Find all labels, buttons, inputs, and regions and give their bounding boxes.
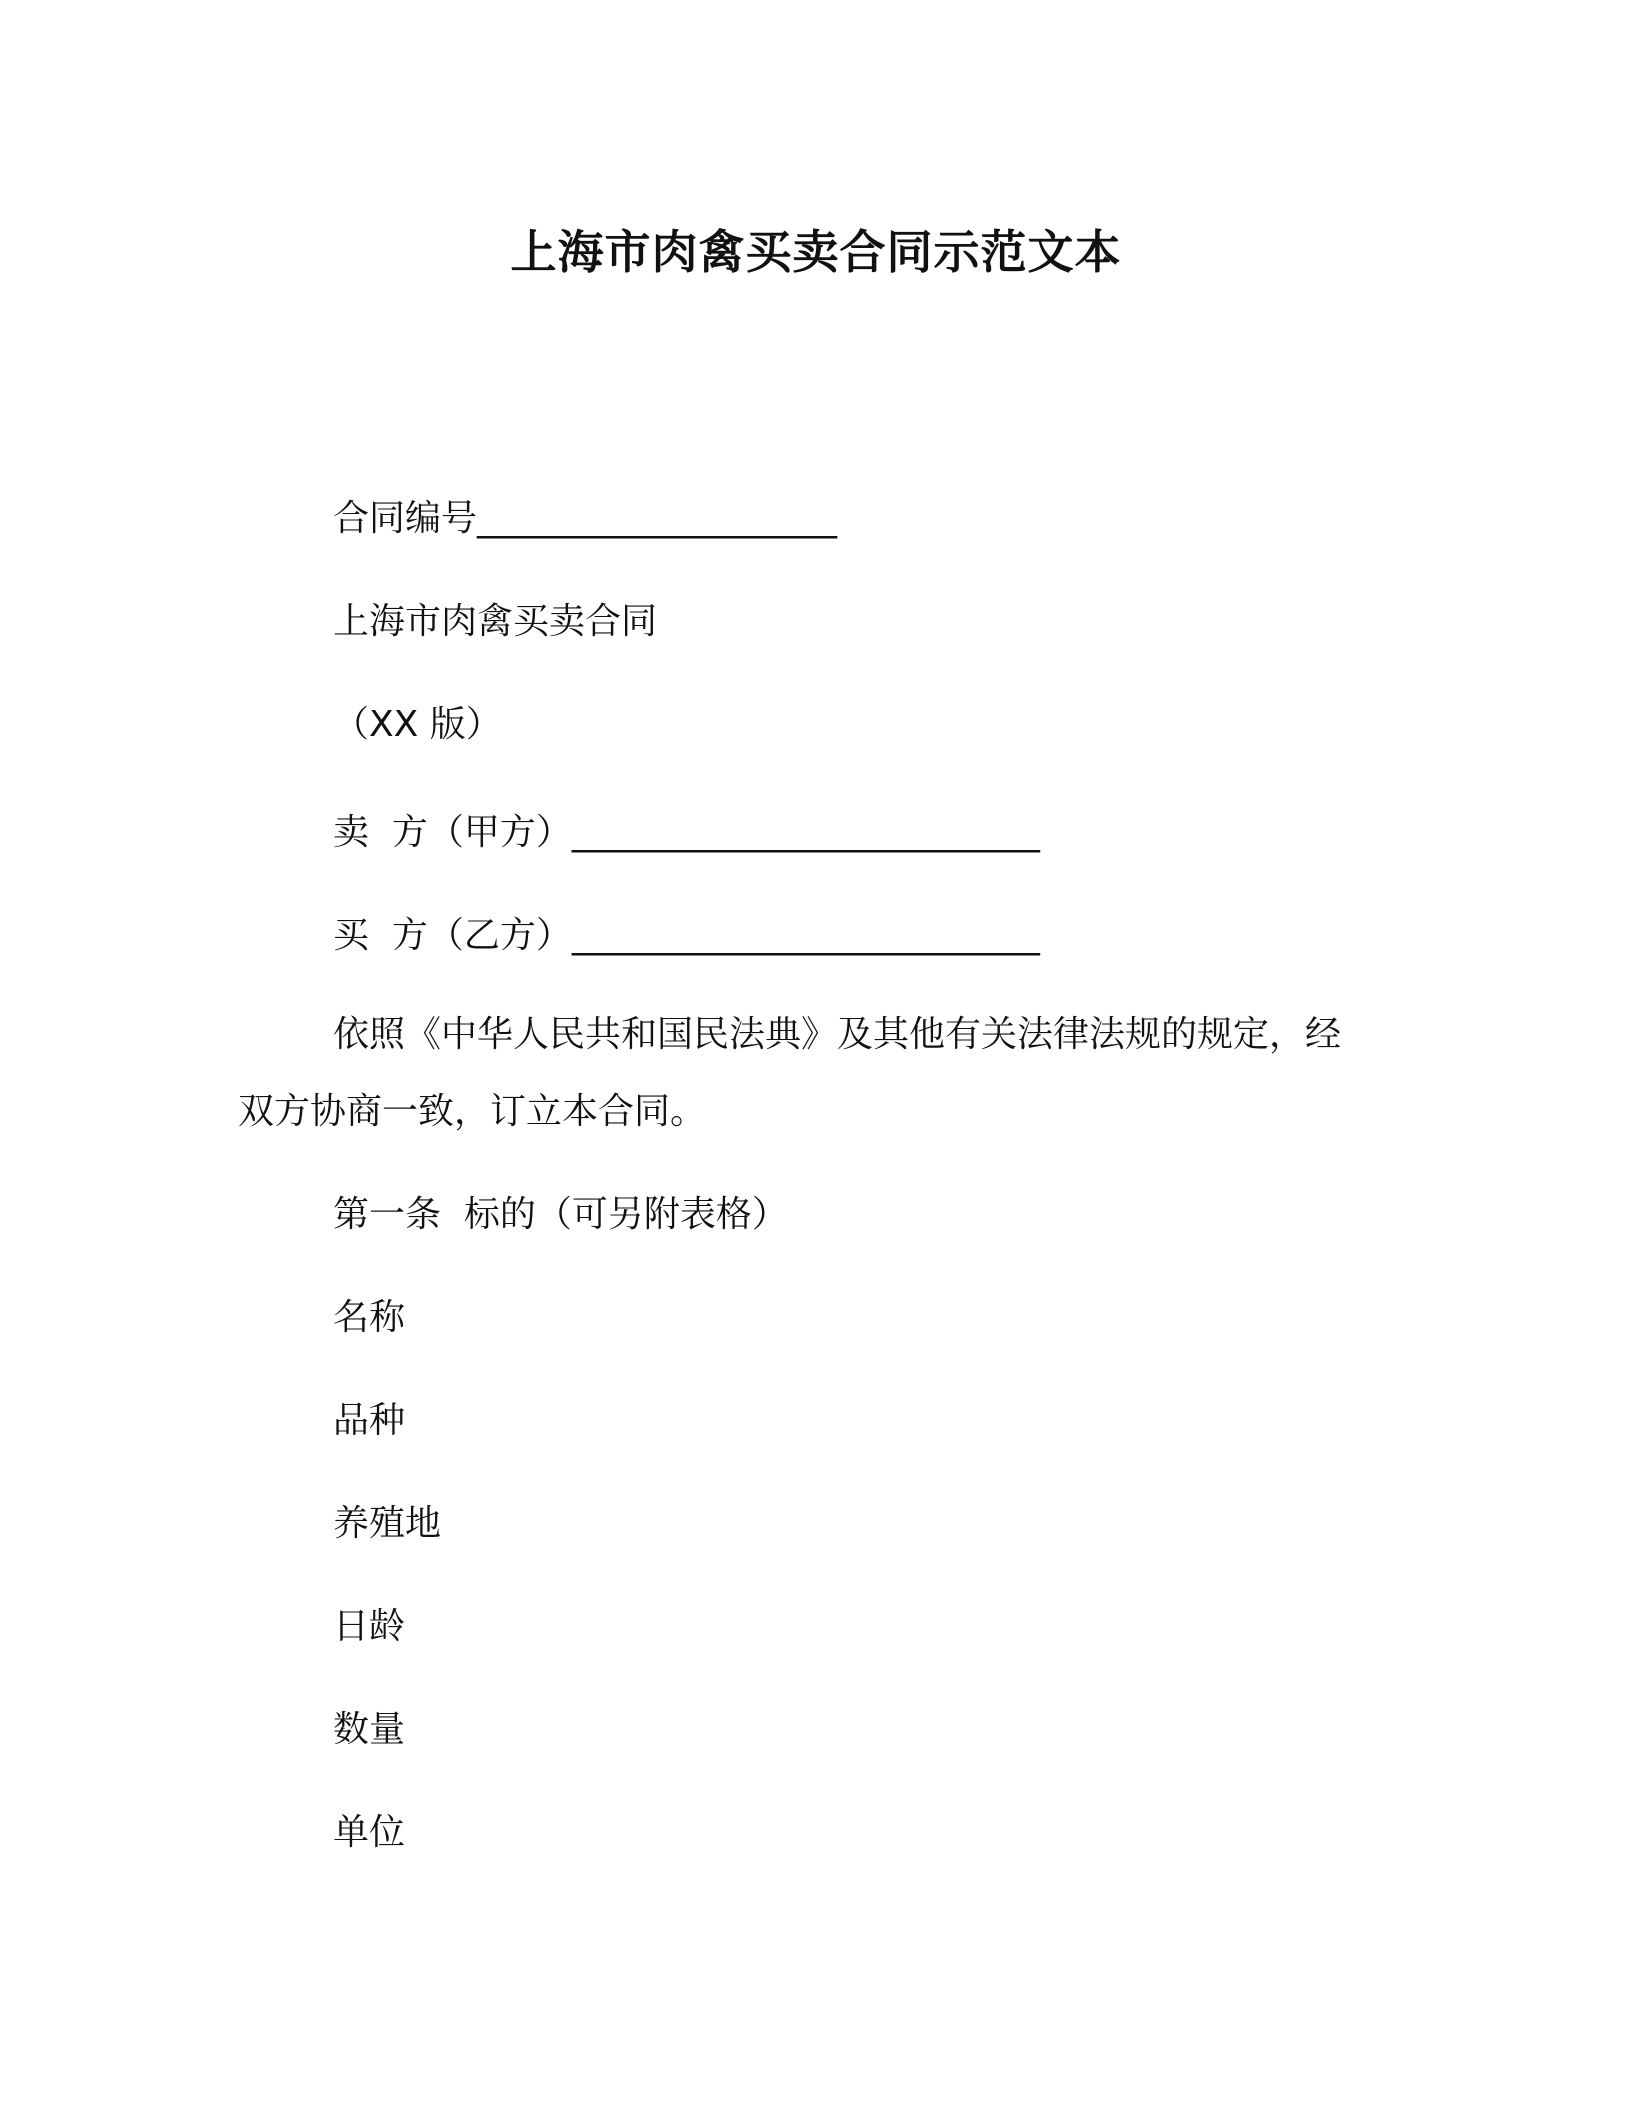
contract-number-line: 合同编号____________________ bbox=[333, 498, 838, 539]
intro-paragraph-line-1: 依照《中华人民共和国民法典》及其他有关法律法规的规定，经 bbox=[333, 1014, 1342, 1055]
field-farm-location: 养殖地 bbox=[333, 1503, 442, 1544]
seller-line: 卖 方（甲方）__________________________ bbox=[333, 812, 1040, 853]
field-age-days: 日龄 bbox=[333, 1606, 406, 1647]
intro-paragraph-line-2: 双方协商一致，订立本合同。 bbox=[238, 1091, 707, 1132]
article-1-heading: 第一条 标的（可另附表格） bbox=[333, 1194, 788, 1235]
document-title: 上海市肉禽买卖合同示范文本 bbox=[510, 225, 1122, 279]
field-variety: 品种 bbox=[333, 1400, 406, 1441]
field-quantity: 数量 bbox=[333, 1709, 406, 1750]
field-unit: 单位 bbox=[333, 1812, 406, 1853]
buyer-line: 买 方（乙方）__________________________ bbox=[333, 915, 1040, 956]
edition-label: （XX 版） bbox=[333, 704, 502, 745]
field-name: 名称 bbox=[333, 1297, 406, 1338]
contract-name: 上海市肉禽买卖合同 bbox=[333, 601, 658, 642]
